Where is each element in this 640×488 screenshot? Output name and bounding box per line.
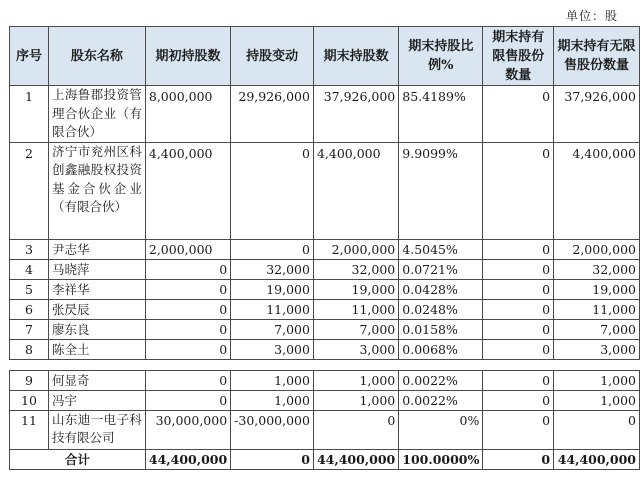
shareholder-table <box>9 26 640 470</box>
cell-name: 张昃辰 <box>48 299 145 319</box>
cell-ratio: 0.0068% <box>399 339 483 359</box>
table-row <box>10 370 640 390</box>
cell-change: 0 <box>231 142 314 239</box>
cell-unrestricted: 7,000 <box>554 319 640 339</box>
cell-begin: 0 <box>145 339 230 359</box>
total-row <box>10 449 640 469</box>
cell-name: 马晓萍 <box>48 259 145 279</box>
cell-unrestricted: 3,000 <box>554 339 640 359</box>
cell-end: 0 <box>313 410 398 449</box>
cell-end: 11,000 <box>313 299 398 319</box>
table-row <box>10 410 640 449</box>
cell-unrestricted: 32,000 <box>554 259 640 279</box>
cell-change: 1,000 <box>231 390 314 410</box>
cell-unrestricted: 37,926,000 <box>554 86 640 143</box>
cell-no: 11 <box>10 410 49 449</box>
cell-ratio: 0.0158% <box>399 319 483 339</box>
cell-no: 6 <box>10 299 49 319</box>
total-begin: 44,400,000 <box>145 449 230 469</box>
cell-restricted: 0 <box>483 339 554 359</box>
cell-end: 3,000 <box>313 339 398 359</box>
cell-ratio: 0.0428% <box>399 279 483 299</box>
cell-change: 1,000 <box>231 370 314 390</box>
cell-name: 济宁市兖州区科创鑫融股权投资基金合伙企业（有限合伙） <box>48 142 145 239</box>
cell-begin: 0 <box>145 299 230 319</box>
cell-restricted: 0 <box>483 86 554 143</box>
cell-begin: 0 <box>145 279 230 299</box>
total-change: 0 <box>231 449 314 469</box>
gap-cell <box>10 359 640 370</box>
cell-begin: 30,000,000 <box>145 410 230 449</box>
header-change: 持股变动 <box>231 27 314 86</box>
cell-unrestricted: 2,000,000 <box>554 239 640 259</box>
cell-ratio: 85.4189% <box>399 86 483 143</box>
cell-end: 4,400,000 <box>313 142 398 239</box>
table-gap <box>10 359 640 370</box>
cell-restricted: 0 <box>483 370 554 390</box>
cell-change: 0 <box>231 239 314 259</box>
total-ratio: 100.0000% <box>399 449 483 469</box>
cell-end: 2,000,000 <box>313 239 398 259</box>
cell-begin: 0 <box>145 319 230 339</box>
table-row <box>10 299 640 319</box>
header-unrestricted: 期末持有无限售股份数量 <box>554 27 640 86</box>
header-no: 序号 <box>10 27 49 86</box>
cell-name: 李祥华 <box>48 279 145 299</box>
cell-change: 11,000 <box>231 299 314 319</box>
cell-begin: 0 <box>145 259 230 279</box>
table-row <box>10 319 640 339</box>
cell-ratio: 9.9099% <box>399 142 483 239</box>
cell-restricted: 0 <box>483 259 554 279</box>
cell-change: 19,000 <box>231 279 314 299</box>
cell-no: 2 <box>10 142 49 239</box>
table-row <box>10 339 640 359</box>
cell-begin: 0 <box>145 370 230 390</box>
cell-change: -30,000,000 <box>231 410 314 449</box>
cell-no: 9 <box>10 370 49 390</box>
header-ratio: 期末持股比例% <box>399 27 483 86</box>
cell-name: 陈全土 <box>48 339 145 359</box>
cell-begin: 4,400,000 <box>145 142 230 239</box>
cell-ratio: 0% <box>399 410 483 449</box>
cell-unrestricted: 19,000 <box>554 279 640 299</box>
cell-name: 上海鲁郡投资管理合伙企业（有限合伙） <box>48 86 145 143</box>
header-restricted: 期末持有限售股份数量 <box>483 27 554 86</box>
table-row <box>10 279 640 299</box>
cell-ratio: 0.0022% <box>399 370 483 390</box>
cell-name: 何显奇 <box>48 370 145 390</box>
cell-restricted: 0 <box>483 319 554 339</box>
table-row <box>10 390 640 410</box>
cell-name: 山东迪一电子科技有限公司 <box>48 410 145 449</box>
cell-name: 廖东良 <box>48 319 145 339</box>
cell-restricted: 0 <box>483 279 554 299</box>
cell-end: 7,000 <box>313 319 398 339</box>
cell-no: 1 <box>10 86 49 143</box>
cell-ratio: 0.0022% <box>399 390 483 410</box>
cell-change: 29,926,000 <box>231 86 314 143</box>
cell-end: 19,000 <box>313 279 398 299</box>
table-row <box>10 142 640 239</box>
cell-restricted: 0 <box>483 142 554 239</box>
cell-no: 7 <box>10 319 49 339</box>
cell-ratio: 0.0721% <box>399 259 483 279</box>
cell-change: 3,000 <box>231 339 314 359</box>
header-name: 股东名称 <box>48 27 145 86</box>
cell-begin: 2,000,000 <box>145 239 230 259</box>
cell-no: 8 <box>10 339 49 359</box>
cell-name: 尹志华 <box>48 239 145 259</box>
total-restricted: 0 <box>483 449 554 469</box>
header-begin: 期初持股数 <box>145 27 230 86</box>
cell-change: 32,000 <box>231 259 314 279</box>
cell-end: 37,926,000 <box>313 86 398 143</box>
cell-end: 1,000 <box>313 390 398 410</box>
cell-begin: 0 <box>145 390 230 410</box>
cell-restricted: 0 <box>483 299 554 319</box>
total-label: 合计 <box>10 449 146 469</box>
header-end: 期末持股数 <box>313 27 398 86</box>
cell-change: 7,000 <box>231 319 314 339</box>
header-row <box>10 27 640 86</box>
unit-label: 单位：股 <box>565 9 618 23</box>
cell-no: 4 <box>10 259 49 279</box>
cell-name: 冯宇 <box>48 390 145 410</box>
cell-restricted: 0 <box>483 410 554 449</box>
cell-no: 3 <box>10 239 49 259</box>
cell-restricted: 0 <box>483 390 554 410</box>
total-unrestricted: 44,400,000 <box>554 449 640 469</box>
total-end: 44,400,000 <box>313 449 398 469</box>
cell-no: 10 <box>10 390 49 410</box>
table-row <box>10 259 640 279</box>
cell-restricted: 0 <box>483 239 554 259</box>
cell-ratio: 0.0248% <box>399 299 483 319</box>
cell-end: 32,000 <box>313 259 398 279</box>
table-row <box>10 239 640 259</box>
cell-no: 5 <box>10 279 49 299</box>
cell-unrestricted: 1,000 <box>554 390 640 410</box>
cell-end: 1,000 <box>313 370 398 390</box>
cell-unrestricted: 0 <box>554 410 640 449</box>
table-row <box>10 86 640 143</box>
cell-unrestricted: 11,000 <box>554 299 640 319</box>
cell-ratio: 4.5045% <box>399 239 483 259</box>
cell-begin: 8,000,000 <box>145 86 230 143</box>
cell-unrestricted: 4,400,000 <box>554 142 640 239</box>
cell-unrestricted: 1,000 <box>554 370 640 390</box>
